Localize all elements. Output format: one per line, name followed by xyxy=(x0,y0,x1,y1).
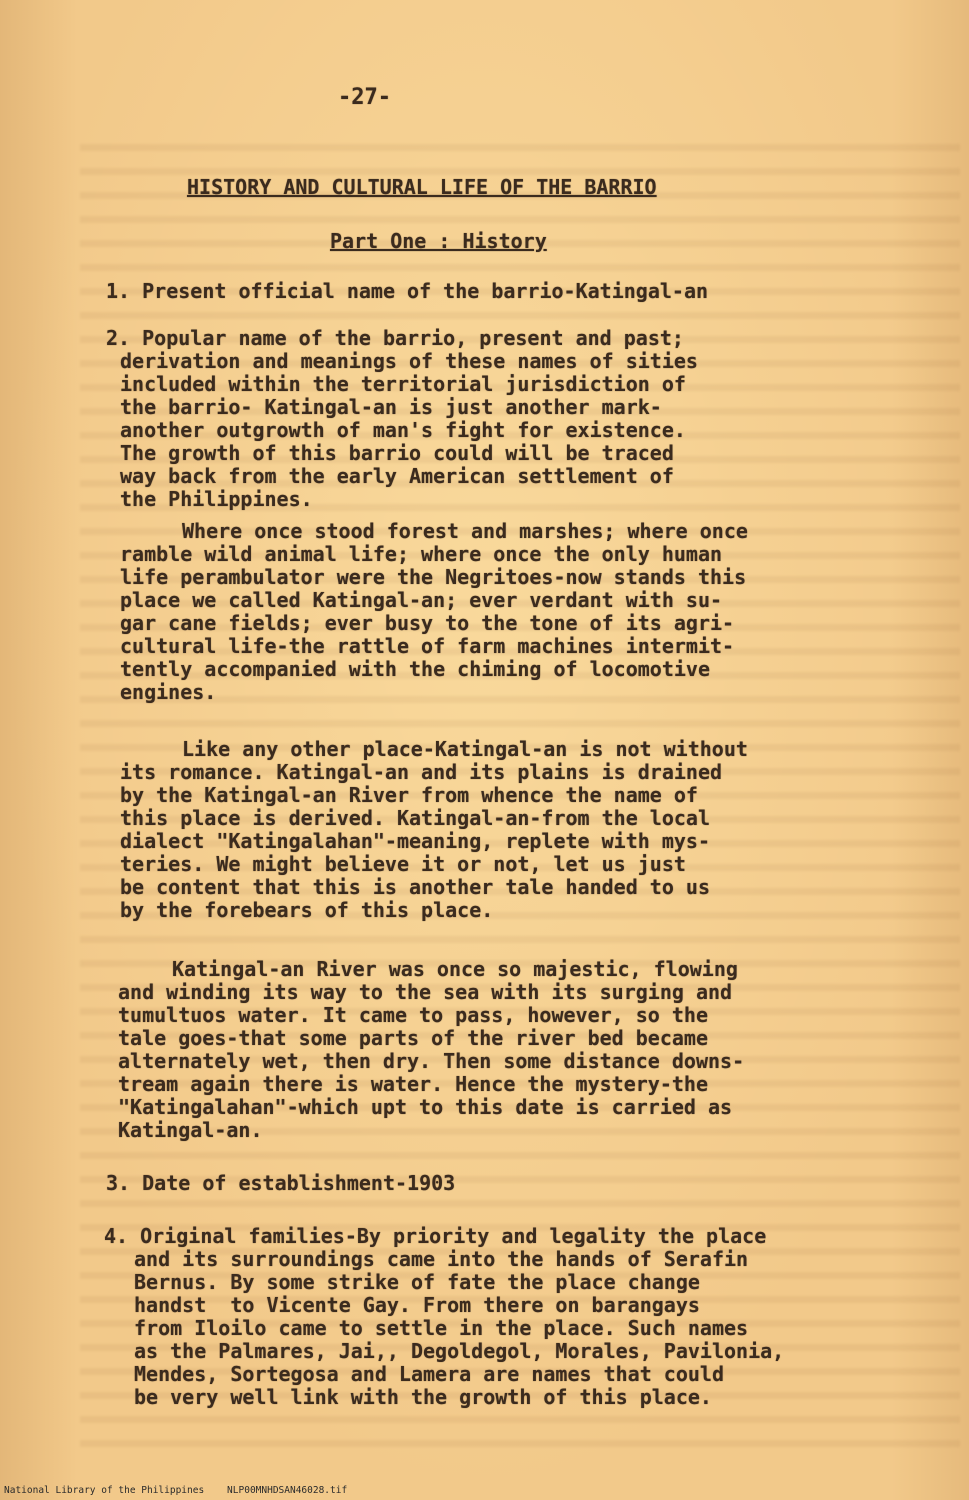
item-4-line: Mendes, Sortegosa and Lamera are names that could xyxy=(134,1362,725,1386)
scan-footer-label: National Library of the Philippines NLP00MNHDSAN46028.tif xyxy=(4,1485,348,1496)
paragraph-line: ramble wild animal life; where once the only human xyxy=(120,542,723,566)
item-3-text: 3. Date of establishment-1903 xyxy=(106,1171,456,1195)
paragraph-line: cultural life-the rattle of farm machines intermit- xyxy=(120,634,735,658)
section-subtitle: Part One : History xyxy=(330,229,547,253)
paragraph-line: tently accompanied with the chiming of locomotive xyxy=(120,657,711,681)
paragraph-line: and winding its way to the sea with its surging and xyxy=(118,980,733,1004)
paragraph-line: tale goes-that some parts of the river bed became xyxy=(118,1026,709,1050)
paragraph-line: gar cane fields; ever busy to the tone of its agri- xyxy=(120,611,735,635)
item-4-line: as the Palmares, Jai,, Degoldegol, Morales, Pavilonia, xyxy=(134,1339,785,1363)
paragraph-line: Katingal-an River was once so majestic, flowing xyxy=(172,957,738,981)
item-2-line: another outgrowth of man's fight for existence. xyxy=(120,418,686,442)
item-2-line: the Philippines. xyxy=(120,487,313,511)
paragraph-line: "Katingalahan"-which upt to this date is carried as xyxy=(118,1095,733,1119)
paragraph-line: by the Katingal-an River from whence the name of xyxy=(120,783,698,807)
item-2-line: the barrio- Katingal-an is just another mark- xyxy=(120,395,662,419)
item-2-line: included within the territorial jurisdiction of xyxy=(120,372,686,396)
item-1-text: 1. Present official name of the barrio-Katingal-an xyxy=(106,279,709,303)
paragraph-line: Like any other place-Katingal-an is not without xyxy=(182,737,748,761)
item-2-line: The growth of this barrio could will be traced xyxy=(120,441,674,465)
item-4-line: Bernus. By some strike of fate the place change xyxy=(134,1270,700,1294)
paragraph-line: life perambulator were the Negritoes-now stands this xyxy=(120,565,747,589)
item-4-line: handst to Vicente Gay. From there on barangays xyxy=(134,1293,700,1317)
paragraph-line: place we called Katingal-an; ever verdant with su- xyxy=(120,588,723,612)
item-4-line: be very well link with the growth of this place. xyxy=(134,1385,712,1409)
paragraph-line: this place is derived. Katingal-an-from the local xyxy=(120,806,711,830)
paragraph-line: be content that this is another tale handed to us xyxy=(120,875,711,899)
page-number: -27- xyxy=(338,85,391,110)
paragraph-line: alternately wet, then dry. Then some distance downs- xyxy=(118,1049,745,1073)
paragraph-line: tream again there is water. Hence the mystery-the xyxy=(118,1072,709,1096)
item-2-line: way back from the early American settlement of xyxy=(120,464,674,488)
paragraph-line: its romance. Katingal-an and its plains is drained xyxy=(120,760,723,784)
paragraph-line: teries. We might believe it or not, let us just xyxy=(120,852,686,876)
item-4-line: and its surroundings came into the hands of Serafin xyxy=(134,1247,749,1271)
paragraph-line: dialect "Katingalahan"-meaning, replete with mys- xyxy=(120,829,711,853)
paragraph-line: Where once stood forest and marshes; where once xyxy=(182,519,748,543)
item-4-line: 4. Original families-By priority and legality the place xyxy=(104,1224,767,1248)
paragraph-line: tumultuos water. It came to pass, however, so the xyxy=(118,1003,709,1027)
paragraph-line: engines. xyxy=(120,680,217,704)
page-title: HISTORY AND CULTURAL LIFE OF THE BARRIO xyxy=(187,175,657,199)
paragraph-line: by the forebears of this place. xyxy=(120,898,494,922)
paragraph-line: Katingal-an. xyxy=(118,1118,263,1142)
item-2-line: 2. Popular name of the barrio, present and past; xyxy=(106,326,684,350)
item-4-line: from Iloilo came to settle in the place. Such names xyxy=(134,1316,749,1340)
item-2-line: derivation and meanings of these names of sities xyxy=(120,349,698,373)
